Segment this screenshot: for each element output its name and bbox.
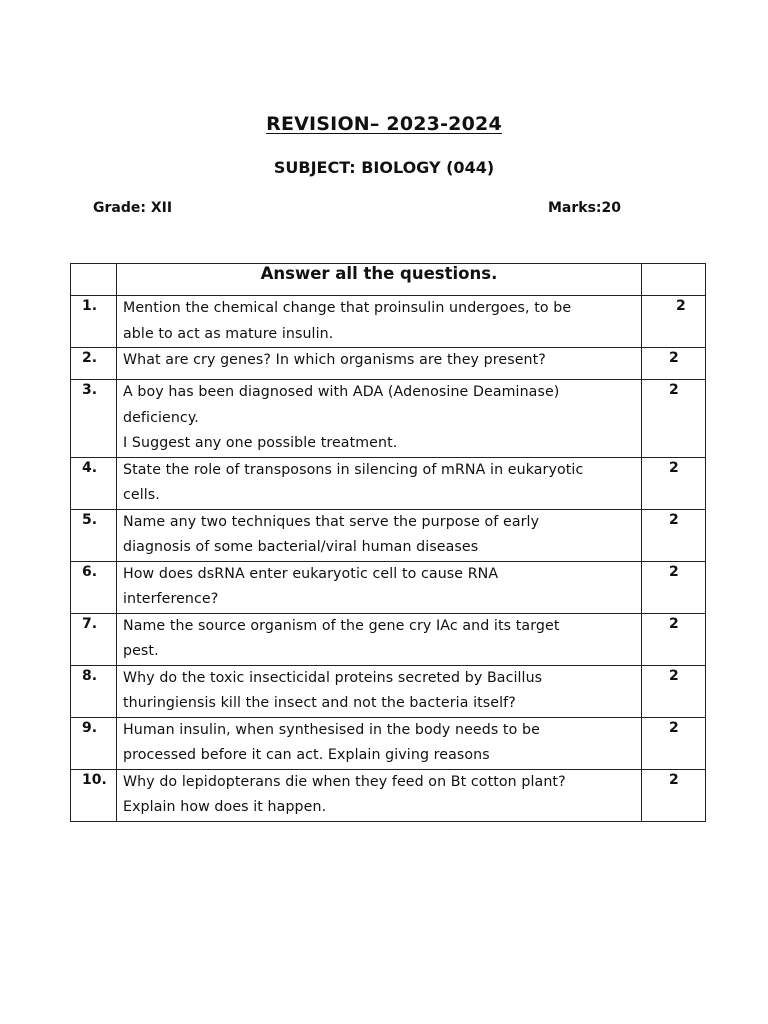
question-marks: 2 [642,665,706,717]
question-number: 1. [71,296,117,348]
question-line: Name the source organism of the gene cry IAc and its target [123,617,560,634]
table-row [71,769,706,821]
header-marks-cell [642,264,706,296]
question-line: A boy has been diagnosed with ADA (Adenosine Deaminase) [123,384,560,400]
question-marks: 2 [642,509,706,561]
grade-label: Grade: XII [93,200,173,216]
question-text [117,348,642,380]
question-number: 5. [71,509,117,561]
question-line: Name any two techniques that serve the purpose of early [123,513,540,530]
question-number: 3. [71,380,117,458]
page-title: REVISION– 2023-2024 [266,113,502,135]
question-line: Why do lepidopterans die when they feed on Bt cotton plant? [123,773,566,790]
question-number: 7. [71,613,117,665]
question-marks: 2 [642,348,706,380]
question-marks: 2 [642,717,706,769]
question-line: I Suggest any one possible treatment. [123,435,398,451]
question-line: Why do the toxic insecticidal proteins secreted by Bacillus [123,669,543,686]
table-row [71,296,706,348]
question-line: cells. [123,487,160,503]
question-line: able to act as mature insulin. [123,325,334,342]
question-line: pest. [123,643,159,659]
instruction-text: Answer all the questions. [260,264,498,283]
question-line: diagnosis of some bacterial/viral human diseases [123,539,479,555]
question-number: 8. [71,665,117,717]
table-row [71,613,706,665]
question-number: 9. [71,717,117,769]
table-row [71,380,706,458]
question-text [117,457,642,509]
question-line: How does dsRNA enter eukaryotic cell to cause RNA [123,565,499,582]
question-text [117,561,642,613]
table-row [71,509,706,561]
question-number: 4. [71,457,117,509]
question-line: processed before it can act. Explain giving reasons [123,747,490,763]
question-marks: 2 [642,296,706,348]
question-number: 2. [71,348,117,380]
question-text [117,613,642,665]
question-marks: 2 [642,613,706,665]
question-number: 10. [71,769,117,821]
table-row [71,348,706,380]
header-num-cell [71,264,117,296]
questions-table [70,263,706,822]
question-line: What are cry genes? In which organisms are they present? [123,352,546,368]
question-marks: 2 [642,769,706,821]
table-row [71,561,706,613]
question-text [117,665,642,717]
question-line: Human insulin, when synthesised in the body needs to be [123,721,540,738]
table-row [71,665,706,717]
question-number: 6. [71,561,117,613]
question-line: deficiency. [123,409,199,426]
subject-heading: SUBJECT: BIOLOGY (044) [273,158,495,177]
question-line: Mention the chemical change that proinsulin undergoes, to be [123,300,572,316]
instruction-cell [117,264,642,296]
question-line: Explain how does it happen. [123,799,327,815]
question-text [117,380,642,458]
table-row [71,717,706,769]
question-marks: 2 [642,457,706,509]
question-marks: 2 [642,380,706,458]
question-text [117,509,642,561]
question-text [117,296,642,348]
table-row [71,457,706,509]
table-header-row [71,264,706,296]
question-line: interference? [123,591,219,607]
total-marks-label: Marks:20 [548,200,622,216]
question-marks: 2 [642,561,706,613]
question-line: thuringiensis kill the insect and not the bacteria itself? [123,695,516,711]
question-line: State the role of transposons in silencing of mRNA in eukaryotic [123,461,584,478]
question-text [117,769,642,821]
question-text [117,717,642,769]
